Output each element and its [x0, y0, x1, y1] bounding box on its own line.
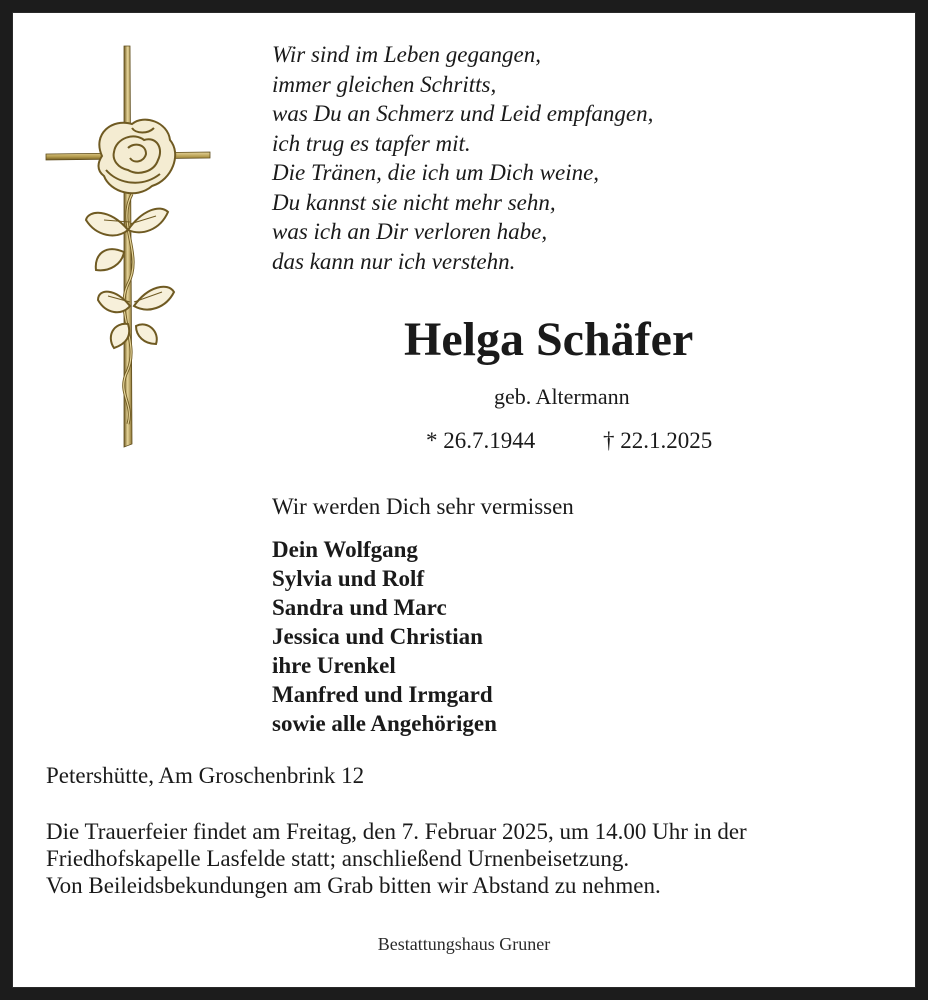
- mourner-item: Sandra und Marc: [272, 595, 447, 620]
- mourners-list: [272, 535, 497, 738]
- mourner-item: Sylvia und Rolf: [272, 566, 425, 591]
- poem-line: Wir sind im Leben gegangen,: [272, 42, 541, 67]
- mourner-item: Manfred und Irmgard: [272, 682, 493, 707]
- mourner-item: Dein Wolfgang: [272, 537, 418, 562]
- poem-line: Die Tränen, die ich um Dich weine,: [272, 160, 600, 185]
- notice-line: Von Beileidsbekundungen am Grab bitten wir Abstand zu nehmen.: [46, 873, 661, 898]
- poem-line: ich trug es tapfer mit.: [272, 130, 471, 156]
- mourner-item: sowie alle Angehörigen: [272, 711, 497, 736]
- address: Petershütte, Am Groschenbrink 12: [46, 763, 365, 788]
- farewell-line: Wir werden Dich sehr vermissen: [272, 494, 574, 519]
- mourner-item: ihre Urenkel: [272, 653, 396, 678]
- poem-line: immer gleichen Schritts,: [272, 71, 497, 97]
- death-date: † 22.1.2025: [603, 428, 713, 453]
- mourner-item: Jessica und Christian: [272, 624, 483, 649]
- funeral-notice: [46, 818, 747, 899]
- cross-with-rose-icon: [44, 44, 214, 449]
- poem-line: was Du an Schmerz und Leid empfangen,: [272, 101, 654, 126]
- poem-line: was ich an Dir verloren habe,: [272, 219, 548, 244]
- notice-line: Die Trauerfeier findet am Freitag, den 7. Februar 2025, um 14.00 Uhr in der: [46, 819, 747, 844]
- undertaker: Bestattungshaus Gruner: [377, 934, 551, 954]
- deceased-name: Helga Schäfer: [404, 313, 694, 366]
- poem: [272, 40, 653, 276]
- poem-line: das kann nur ich verstehn.: [272, 248, 516, 274]
- poem-line: Du kannst sie nicht mehr sehn,: [272, 189, 556, 215]
- birth-date: * 26.7.1944: [426, 428, 536, 453]
- maiden-name: geb. Altermann: [494, 384, 630, 409]
- notice-line: Friedhofskapelle Lasfelde statt; anschließend Urnenbeisetzung.: [46, 846, 630, 871]
